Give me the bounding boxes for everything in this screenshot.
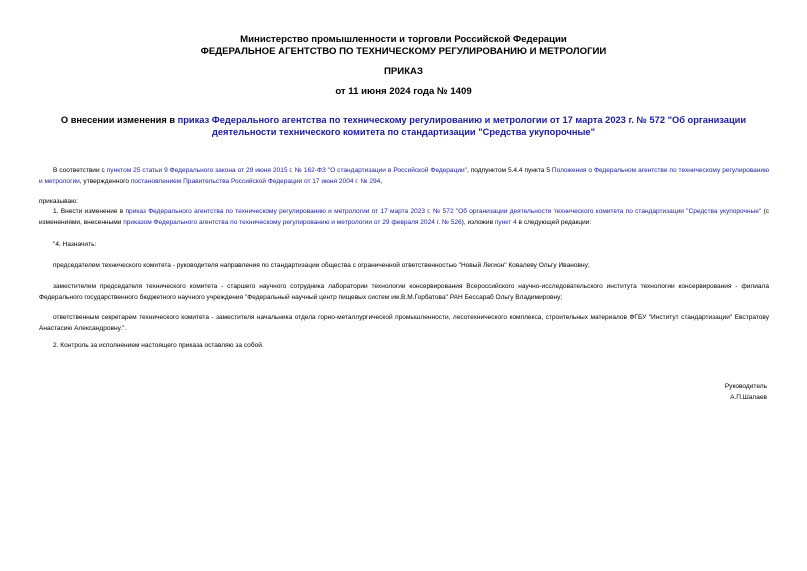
order-title: ПРИКАЗ <box>384 66 423 77</box>
amending-order-link[interactable]: приказом Федерального агентства по техническому регулированию и метрологии от 29 февраля 2024 г. № 526 <box>123 218 462 226</box>
subject-order-link[interactable]: приказ Федерального агентства по техническому регулированию и метрологии от 17 марта 2023 г. № 572 "Об организации деятельности технического комитета по стандартизации "Средства укупорочные" <box>177 115 747 137</box>
order-subject <box>36 114 771 138</box>
order-date: от 11 июня 2024 года № 1409 <box>335 86 472 97</box>
deputy-chairman-paragraph: заместителем председателя технического комитета - старшего научного сотрудника лаборатории технологии консервирования Всероссийского научно-исследовательского института технологии консервирования - филиала Федерального государственного бюджетного научного учреждения "Федеральный научный центр пищевых систем им.В.М.Горбатова" РАН Бессараб Ольгу Владимировну; <box>39 283 769 301</box>
subject-prefix: О внесении изменения в <box>60 115 178 125</box>
signatory-title: Руководитель <box>724 383 767 390</box>
basis-text-1: В соответствии с <box>53 167 107 174</box>
basis-text-2: , подпунктом 5.4.4 пункта 5 <box>466 167 552 174</box>
legal-basis-paragraph <box>39 166 769 187</box>
agency-name: ФЕДЕРАЛЬНОЕ АГЕНТСТВО ПО ТЕХНИЧЕСКОМУ РЕГУЛИРОВАНИЮ И МЕТРОЛОГИИ <box>200 46 607 57</box>
basis-text-3: , утвержденного <box>79 177 131 185</box>
signature-block <box>725 382 767 403</box>
item1-text-3: ), изложив <box>461 218 495 226</box>
agency-regulation-link[interactable]: Положения о Федеральном агентстве по техническому регулированию и метрологии <box>39 167 769 185</box>
federal-law-link[interactable]: пунктом 25 статьи 9 Федерального закона от 29 июня 2015 г. № 162-ФЗ "О стандартизации в Российской Федерации" <box>106 167 467 174</box>
point-4-link[interactable]: пункт 4 <box>494 218 517 226</box>
item1-text-1: 1. Внести изменение в <box>53 208 126 215</box>
ministry-name: Министерство промышленности и торговли Российской Федерации <box>240 34 567 45</box>
order-decree-word: приказываю: <box>39 198 78 205</box>
chairman-paragraph: председателем технического комитета - руководителя направления по стандартизации общества с ограниченной ответственностью "Новый Легион" Ковалеву Ольгу Ивановну; <box>53 262 590 269</box>
item1-text-4: в следующей редакции: <box>516 218 592 226</box>
signatory-name: А.П.Шалаев <box>730 393 767 401</box>
quote-start: "4. Назначить: <box>53 241 97 248</box>
government-resolution-link[interactable]: постановлением Правительства Российской Федерации от 17 июня 2004 г. № 294 <box>130 177 381 185</box>
secretary-paragraph: ответственным секретарем технического комитета - заместителя начальника отдела горно-металлургической промышленности, лесотехнического комплекса, строительных материалов ФГБУ "Институт стандартизации" Евстратову Анастасию Александровну.". <box>39 314 769 332</box>
basis-text-4: , <box>380 177 383 185</box>
amended-order-link[interactable]: приказ Федерального агентства по техническому регулированию и метрологии от 17 марта 2023 г. № 572 "Об организации деятельности технического комитета по стандартизации "Средства укупорочные" <box>125 208 762 215</box>
item-2-paragraph: 2. Контроль за исполнением настоящего приказа оставляю за собой. <box>53 342 264 349</box>
item-1-paragraph <box>39 207 769 228</box>
item1-text-2: (с изменениями, внесенными <box>39 208 769 226</box>
